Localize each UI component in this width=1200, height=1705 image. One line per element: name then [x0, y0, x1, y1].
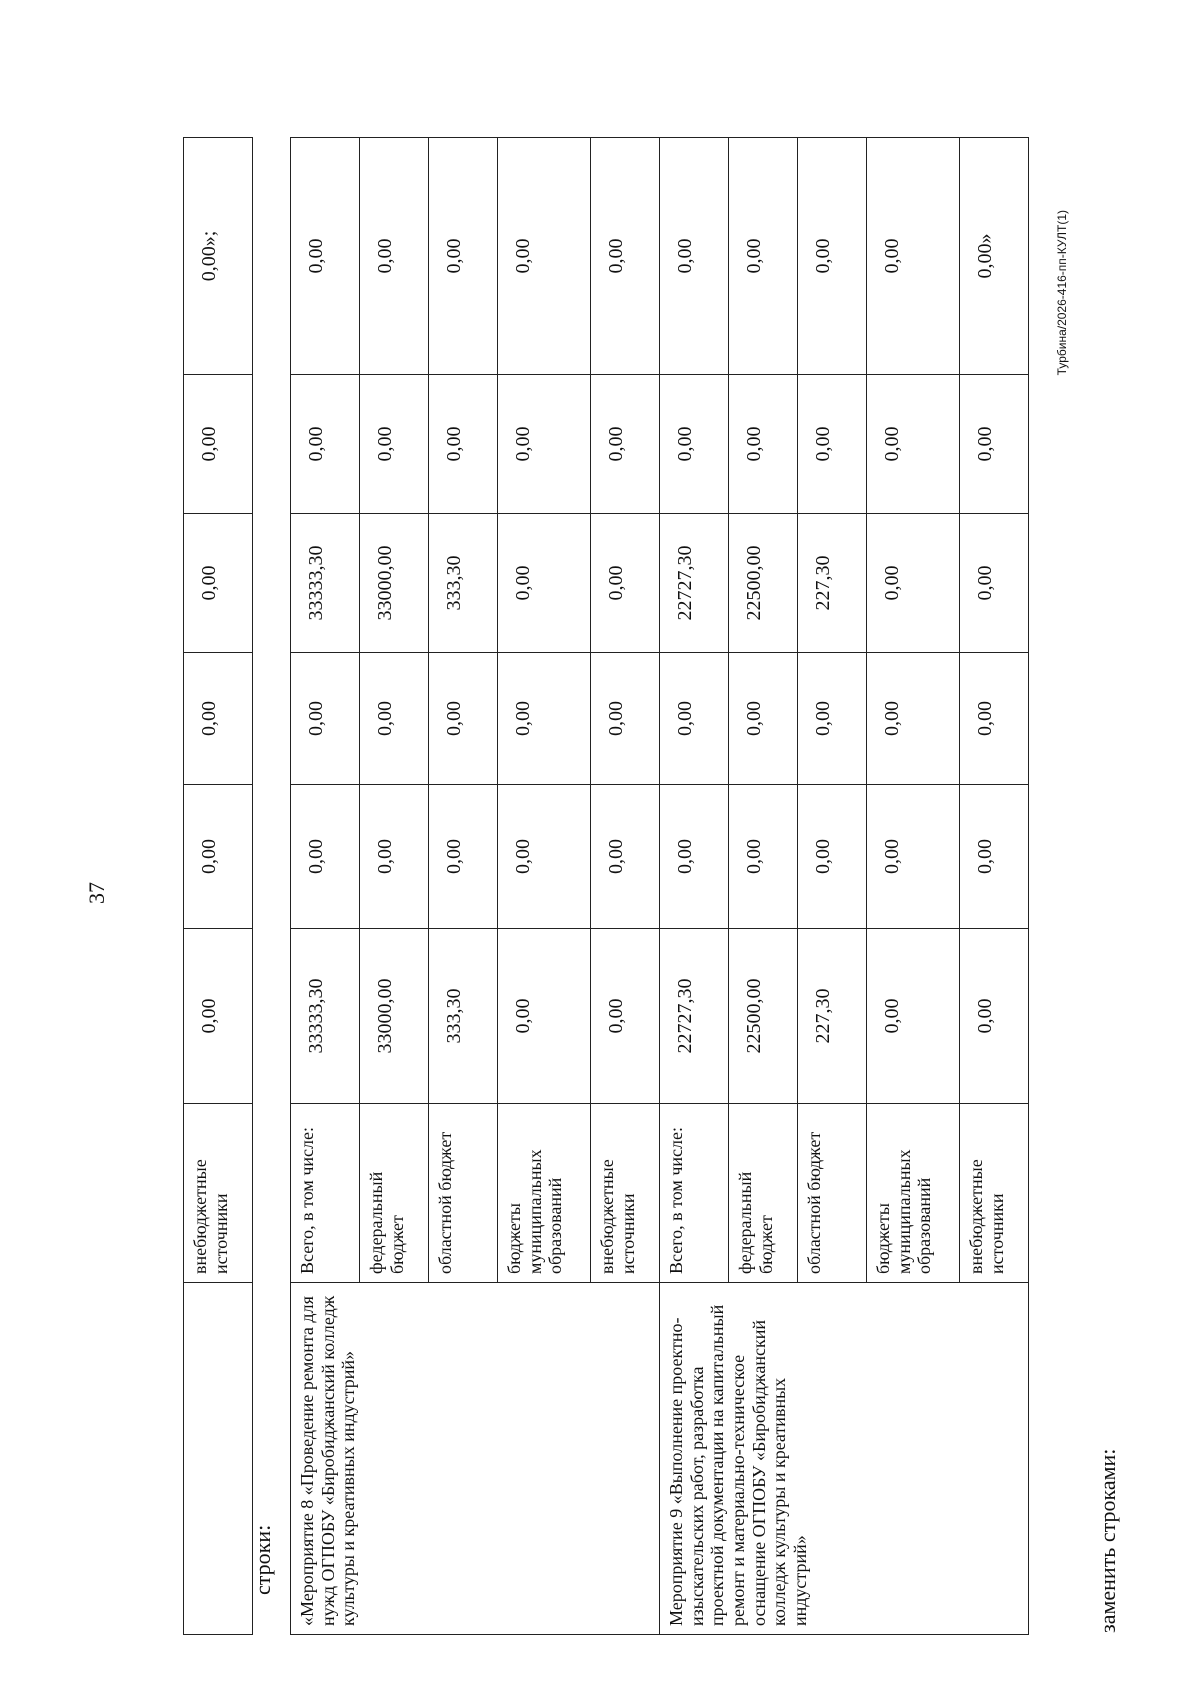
value-cell: 0,00: [498, 785, 591, 929]
value-cell: 0,00: [498, 653, 591, 785]
main-data-table: [290, 137, 1029, 1635]
value-cell: 0,00: [867, 929, 960, 1104]
source-cell: федеральный бюджет: [729, 1104, 798, 1283]
value-cell: 0,00»;: [184, 138, 253, 375]
value-cell: 0,00: [591, 514, 660, 653]
value-cell: 0,00: [184, 785, 253, 929]
value-cell: 0,00: [429, 653, 498, 785]
value-cell: 333,30: [429, 929, 498, 1104]
table-row: [184, 138, 253, 1635]
value-cell: 0,00: [360, 653, 429, 785]
value-cell: 0,00: [498, 929, 591, 1104]
value-cell: 0,00: [429, 138, 498, 375]
value-cell: 0,00: [960, 375, 1029, 514]
value-cell: 0,00: [798, 138, 867, 375]
value-cell: 0,00: [360, 375, 429, 514]
value-cell: 0,00: [960, 653, 1029, 785]
value-cell: 0,00: [660, 375, 729, 514]
value-cell: 227,30: [798, 929, 867, 1104]
value-cell: 33333,30: [291, 929, 360, 1104]
value-cell: 33000,00: [360, 514, 429, 653]
value-cell: 0,00: [960, 514, 1029, 653]
value-cell: 22727,30: [660, 514, 729, 653]
value-cell: 22500,00: [729, 929, 798, 1104]
value-cell: 22500,00: [729, 514, 798, 653]
source-cell: Всего, в том числе:: [660, 1104, 729, 1283]
value-cell: 0,00: [798, 785, 867, 929]
source-cell: областной бюджет: [429, 1104, 498, 1283]
value-cell: 0,00: [498, 138, 591, 375]
value-cell: 0,00: [591, 785, 660, 929]
value-cell: 0,00: [498, 375, 591, 514]
value-cell: 0,00: [591, 138, 660, 375]
event-name-cell: Мероприятие 9 «Выполнение проектно-изыскательских работ, разработка проектной документации на капитальный ремонт и материально-техническое оснащение ОГПОБУ «Биробиджанский колледж культуры и креативных индустрий»: [660, 1283, 1029, 1635]
value-cell: 0,00: [184, 375, 253, 514]
value-cell: 33333,30: [291, 514, 360, 653]
value-cell: 0,00: [429, 375, 498, 514]
source-cell: внебюджетные источники: [960, 1104, 1029, 1283]
value-cell: 0,00: [291, 785, 360, 929]
value-cell: 0,00: [591, 929, 660, 1104]
value-cell: 0,00: [184, 929, 253, 1104]
value-cell: 0,00: [660, 785, 729, 929]
value-cell: 0,00: [429, 785, 498, 929]
value-cell: 0,00: [291, 375, 360, 514]
source-cell: внебюджетные источники: [591, 1104, 660, 1283]
event-name-cell: «Мероприятие 8 «Проведение ремонта для нужд ОГПОБУ «Биробиджанский колледж культуры и креативных индустрий»: [291, 1283, 660, 1635]
value-cell: 333,30: [429, 514, 498, 653]
header-fragment-table: [183, 137, 253, 1635]
value-cell: 0,00: [360, 138, 429, 375]
value-cell: 0,00: [591, 653, 660, 785]
value-cell: 0,00: [867, 653, 960, 785]
value-cell: 0,00: [729, 785, 798, 929]
value-cell: 33000,00: [360, 929, 429, 1104]
value-cell: 0,00: [660, 653, 729, 785]
source-cell: бюджеты муниципальных образований: [867, 1104, 960, 1283]
value-cell: 0,00: [867, 375, 960, 514]
replace-label: заменить строками:: [1095, 1448, 1120, 1633]
source-cell: федеральный бюджет: [360, 1104, 429, 1283]
empty-event-cell: [184, 1283, 253, 1635]
value-cell: 0,00: [660, 138, 729, 375]
value-cell: 0,00: [291, 653, 360, 785]
source-cell: Всего, в том числе:: [291, 1104, 360, 1283]
document-code: Турбина/2026-416-пп-КУЛТ(1): [1055, 210, 1069, 376]
value-cell: 0,00: [291, 138, 360, 375]
value-cell: 0,00: [867, 785, 960, 929]
value-cell: 0,00: [960, 929, 1029, 1104]
value-cell: 0,00»: [960, 138, 1029, 375]
value-cell: 0,00: [729, 138, 798, 375]
value-cell: 0,00: [960, 785, 1029, 929]
table-row: [291, 138, 360, 1635]
value-cell: 0,00: [184, 653, 253, 785]
page-number: 37: [84, 882, 109, 904]
value-cell: 0,00: [867, 514, 960, 653]
value-cell: 0,00: [184, 514, 253, 653]
value-cell: 0,00: [729, 375, 798, 514]
source-cell: областной бюджет: [798, 1104, 867, 1283]
value-cell: 0,00: [360, 785, 429, 929]
source-cell: внебюджетные источники: [184, 1104, 253, 1283]
value-cell: 0,00: [798, 375, 867, 514]
value-cell: 0,00: [591, 375, 660, 514]
table-row: [660, 138, 729, 1635]
value-cell: 0,00: [498, 514, 591, 653]
value-cell: 0,00: [729, 653, 798, 785]
value-cell: 227,30: [798, 514, 867, 653]
rows-label: строки:: [250, 1524, 275, 1595]
source-cell: бюджеты муниципальных образований: [498, 1104, 591, 1283]
value-cell: 22727,30: [660, 929, 729, 1104]
value-cell: 0,00: [867, 138, 960, 375]
value-cell: 0,00: [798, 653, 867, 785]
